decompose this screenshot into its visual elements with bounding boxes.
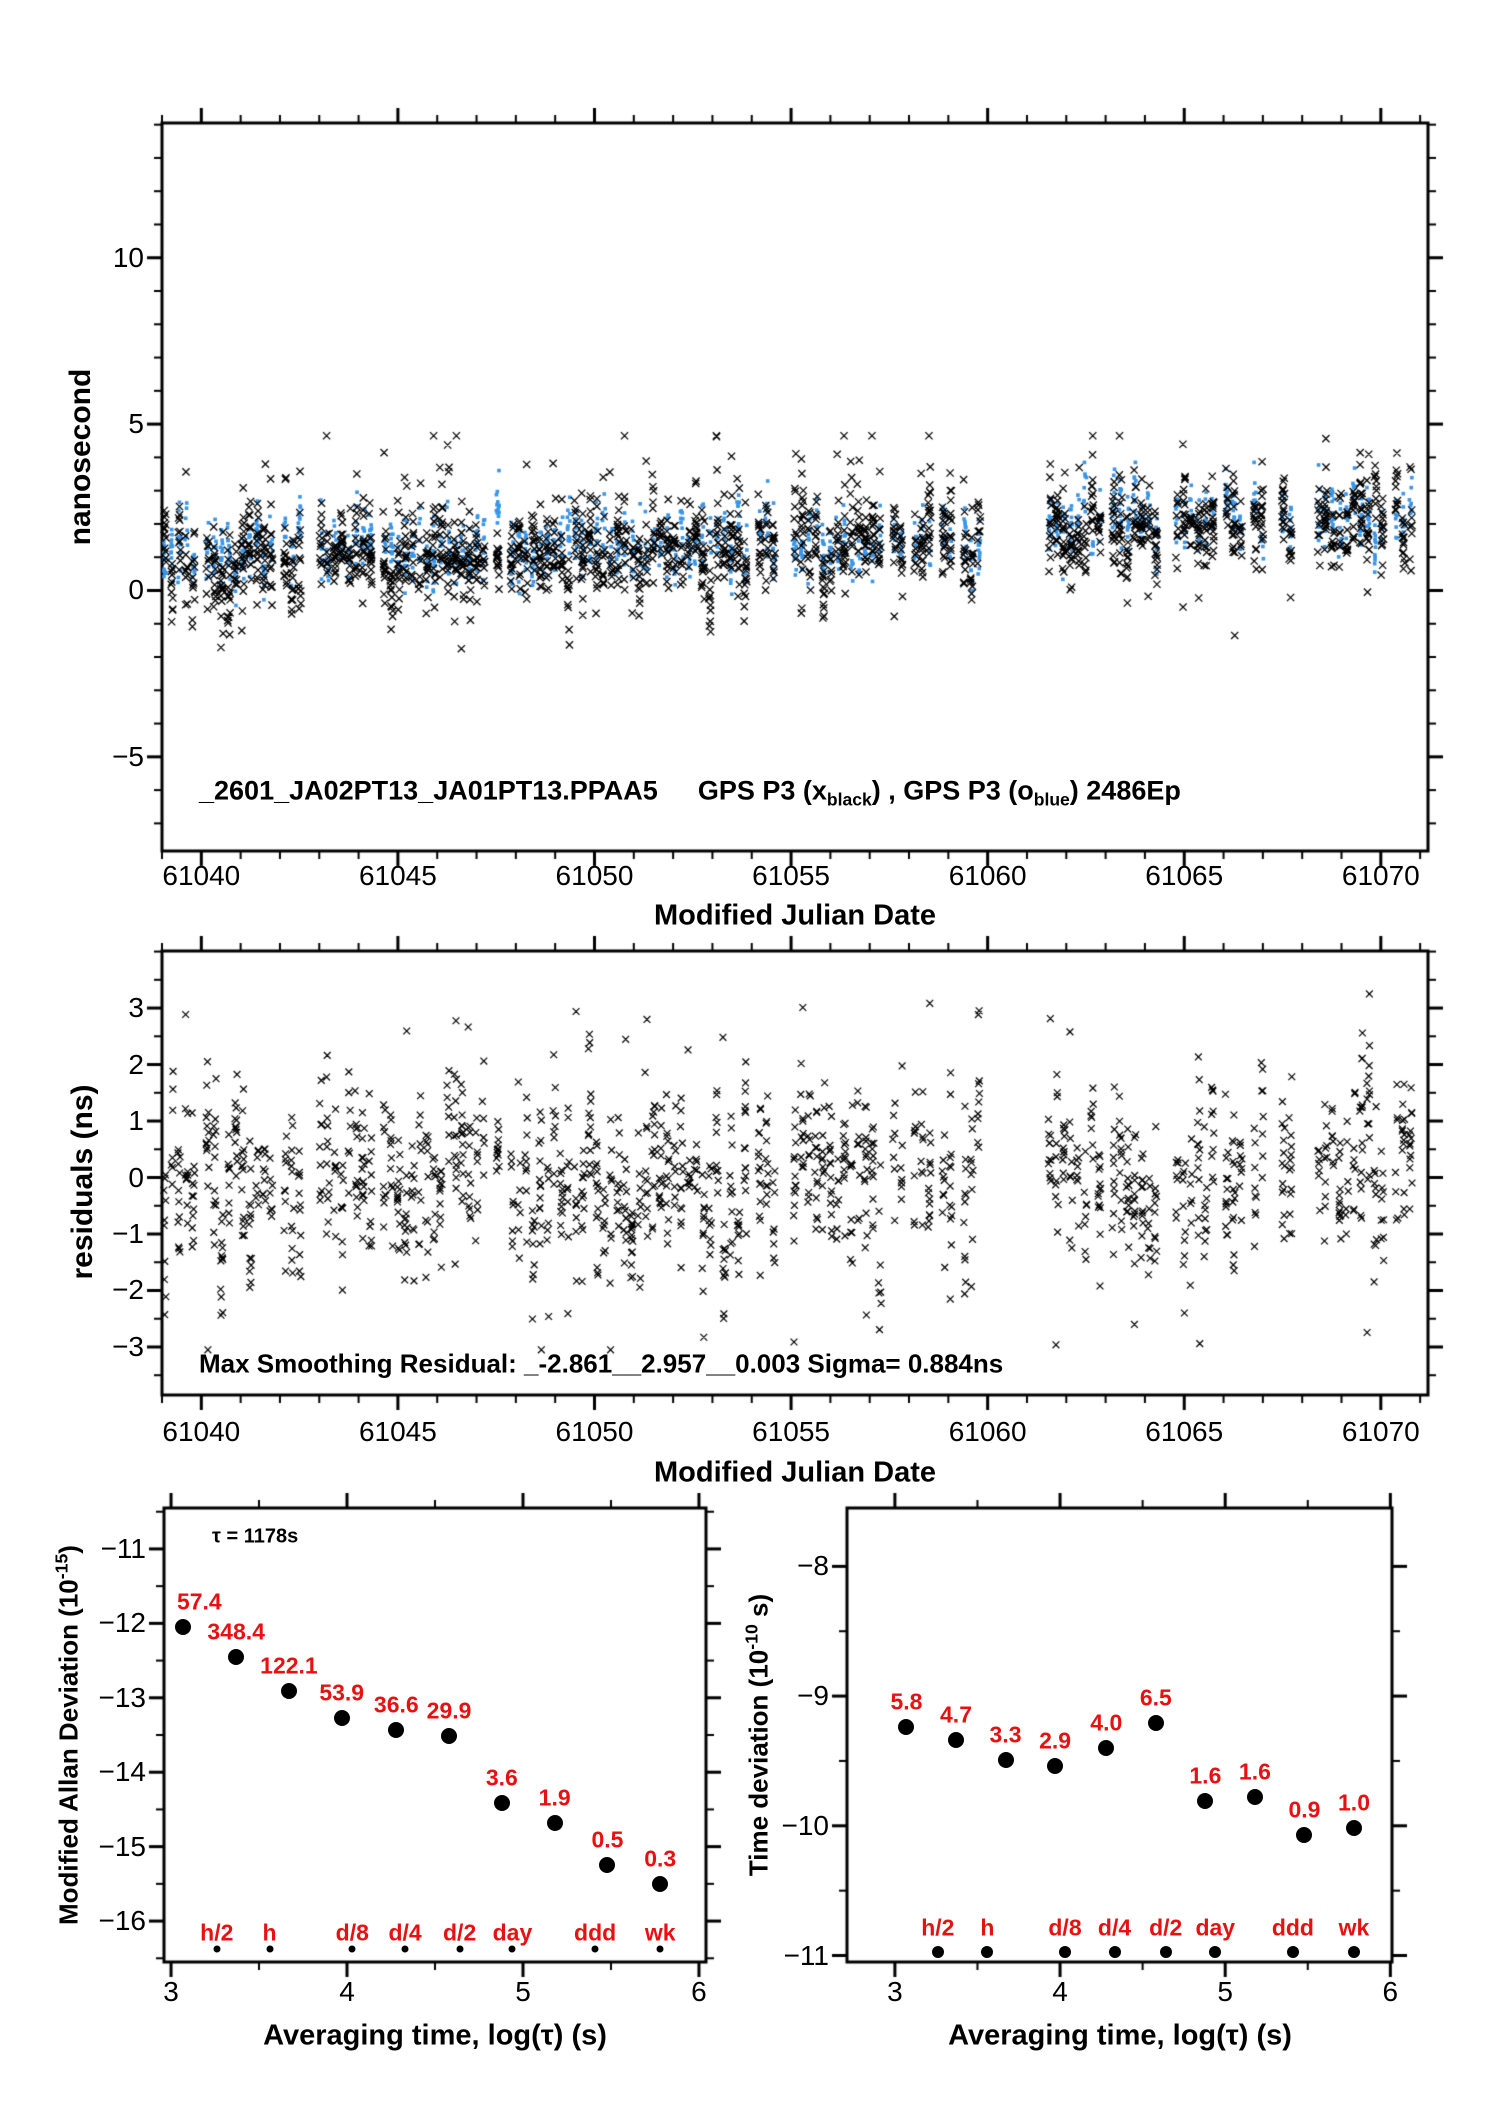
panel3-ref-marker — [213, 1946, 220, 1953]
panel3-ref-marker — [402, 1946, 409, 1953]
panel3-y-tick-label: −13 — [98, 1681, 146, 1713]
panel2-x-axis-label: Modified Julian Date — [654, 1456, 936, 1489]
panel1-y-tick-label: −5 — [112, 740, 144, 772]
panel3-data-point — [388, 1722, 404, 1738]
panel4-y-tick-label: −10 — [781, 1809, 829, 1841]
panel1-dataset-name: _2601_JA02PT13_JA01PT13.PPAA5 — [199, 775, 658, 806]
panel4-ref-marker — [1348, 1946, 1360, 1958]
panel4-point-value-label: 4.0 — [1090, 1709, 1123, 1736]
panel4-data-point — [1346, 1820, 1362, 1836]
panel4-ref-marker-label: d/8 — [1048, 1914, 1082, 1941]
panel3-x-axis-label: Averaging time, log(τ) (s) — [263, 2019, 607, 2052]
panel4-ylabel-exponent: -10 — [741, 1624, 762, 1650]
panel2-y-tick-label: 3 — [128, 992, 144, 1024]
panel4-data-point — [948, 1732, 964, 1748]
panel1-x-tick-label: 61040 — [162, 860, 241, 891]
panel1-legend-part2: ) , GPS P3 (o — [871, 775, 1034, 806]
panel4-data-point — [998, 1752, 1014, 1768]
panel3-tau-annotation: τ = 1178s — [212, 1525, 299, 1548]
panel3-x-tick-label: 5 — [515, 1976, 531, 2007]
panel3-ref-marker-label: h — [262, 1919, 277, 1946]
panel3-point-value-label: 36.6 — [373, 1691, 419, 1718]
panel3-y-tick-label: −16 — [98, 1905, 146, 1937]
panel3-ref-marker-label: d/4 — [388, 1919, 422, 1946]
panel3-ref-marker — [349, 1946, 356, 1953]
panel3-ref-marker-label: day — [492, 1919, 533, 1946]
panel4-data-point — [1047, 1758, 1063, 1774]
panel4-y-axis-label — [742, 1594, 775, 1876]
panel2-x-tick-label: 61050 — [555, 1416, 634, 1447]
panel2-y-tick-label: 1 — [128, 1105, 144, 1137]
panel4-x-tick-label: 5 — [1217, 1976, 1233, 2007]
panel1-x-tick-label: 61070 — [1341, 860, 1420, 891]
panel3-y-tick-label: −15 — [98, 1830, 146, 1862]
panel3-data-point — [494, 1795, 510, 1811]
panel3-ref-marker — [266, 1946, 273, 1953]
panel3-point-value-label: 0.5 — [591, 1826, 624, 1853]
panel3-data-point — [547, 1815, 563, 1831]
panel3-y-tick-label: −11 — [100, 1532, 146, 1564]
panel2-y-tick-label: −1 — [112, 1218, 144, 1249]
panel1-x-tick-label: 61060 — [948, 860, 1027, 891]
panel4-point-value-label: 3.3 — [989, 1721, 1022, 1748]
panel2-x-tick-label: 61045 — [358, 1416, 437, 1447]
panel3-ref-marker-label: d/8 — [335, 1919, 369, 1946]
panel4-ylabel-main: Time deviation (10 — [743, 1649, 774, 1877]
panel4-x-axis-label: Averaging time, log(τ) (s) — [948, 2019, 1292, 2052]
panel4-ylabel-end: s) — [743, 1593, 774, 1625]
panel3-ref-marker-label: d/2 — [443, 1919, 477, 1946]
panel2-smoothing-stats: Max Smoothing Residual: _-2.861__2.957__0.003 Sigma= 0.884ns — [199, 1348, 1004, 1379]
panel4-ref-marker — [1109, 1946, 1121, 1958]
panel4-data-point — [1197, 1793, 1213, 1809]
panel1-x-tick-label: 61065 — [1145, 860, 1224, 891]
panel1-y-tick-label: 0 — [128, 574, 144, 606]
panel4-ref-marker-label: ddd — [1271, 1914, 1314, 1941]
panel3-ref-marker-label: wk — [644, 1919, 676, 1946]
panel2-y-tick-label: −3 — [112, 1330, 144, 1362]
panel4-point-value-label: 5.8 — [890, 1688, 923, 1715]
panel2-y-axis-label: residuals (ns) — [66, 1084, 99, 1280]
panel2-x-tick-label: 61060 — [948, 1416, 1027, 1447]
panel3-y-tick-label: −12 — [98, 1607, 146, 1639]
panel4-ref-marker-label: h/2 — [921, 1914, 955, 1941]
panel4-point-value-label: 1.6 — [1238, 1758, 1271, 1785]
panel4-data-point — [1247, 1789, 1263, 1805]
panel4-y-tick-label: −9 — [797, 1680, 829, 1712]
panel1-title — [199, 775, 1181, 810]
panel3-x-tick-label: 3 — [163, 1976, 179, 2007]
panel1-x-tick-label: 61055 — [752, 860, 830, 891]
panel3-ylabel-end: ) — [53, 1545, 84, 1554]
panel4-x-tick-label: 4 — [1052, 1976, 1068, 2007]
panel3-point-value-label: 1.9 — [538, 1784, 571, 1811]
panel3-data-point — [228, 1649, 244, 1665]
panel4-x-tick-label: 6 — [1382, 1976, 1399, 2007]
panel3-x-tick-label: 6 — [691, 1976, 707, 2007]
panel4-ref-marker-label: d/4 — [1097, 1914, 1132, 1941]
panel2-x-tick-label: 61040 — [162, 1416, 241, 1447]
panel3-ref-marker — [592, 1946, 599, 1953]
panel3-point-value-label: 57.4 — [176, 1588, 222, 1615]
panel2-y-tick-label: −2 — [112, 1274, 144, 1306]
panel4-ref-marker-label: wk — [1338, 1914, 1370, 1941]
panel4-point-value-label: 0.9 — [1288, 1796, 1321, 1823]
panel4-data-point — [1148, 1715, 1164, 1731]
panel2-y-tick-label: 0 — [128, 1161, 144, 1193]
panel4-point-value-label: 2.9 — [1039, 1727, 1072, 1754]
panel4-data-point — [1296, 1827, 1312, 1843]
panel4-ref-marker-label: d/2 — [1149, 1914, 1183, 1941]
panel3-y-axis-label — [52, 1545, 85, 1925]
panel4-ref-marker-label: h — [980, 1914, 995, 1941]
panel4-ref-marker — [1059, 1946, 1071, 1958]
panel3-ref-marker — [657, 1946, 664, 1953]
panel4-ref-marker — [1209, 1946, 1221, 1958]
panel3-ref-marker — [456, 1946, 463, 1953]
panel3-data-point — [175, 1619, 191, 1635]
panel4-ref-marker — [932, 1946, 944, 1958]
panel4-y-tick-label: −11 — [783, 1939, 829, 1971]
panel3-ylabel-exponent: -15 — [51, 1553, 72, 1580]
panel3-data-point — [652, 1876, 668, 1892]
panel3-x-tick-label: 4 — [339, 1976, 355, 2007]
panel1-y-tick-label: 5 — [128, 408, 144, 440]
panel3-point-value-label: 122.1 — [260, 1652, 318, 1679]
panel3-point-value-label: 348.4 — [207, 1618, 265, 1645]
panel1-x-tick-label: 61050 — [555, 860, 634, 891]
panel1-legend-sub-black: black — [826, 789, 872, 810]
panel4-data-point — [1098, 1740, 1114, 1756]
panel4-point-value-label: 1.0 — [1338, 1789, 1370, 1816]
panel3-ref-marker-label: h/2 — [200, 1919, 234, 1946]
panel4-point-value-label: 6.5 — [1139, 1684, 1172, 1711]
panel3-point-value-label: 0.3 — [644, 1845, 677, 1872]
panel1-legend-part1: GPS P3 (x — [697, 775, 827, 806]
panel3-data-point — [599, 1857, 615, 1873]
panel1-y-axis-label: nanosecond — [64, 368, 97, 546]
panel4-y-tick-label: −8 — [797, 1550, 829, 1582]
panel1-x-axis-label: Modified Julian Date — [654, 899, 936, 932]
panel3-data-point — [334, 1710, 350, 1726]
panel3-point-value-label: 29.9 — [426, 1697, 472, 1724]
panel4-ref-marker-label: day — [1195, 1914, 1236, 1941]
panel3-ref-marker — [509, 1946, 516, 1953]
panel1-x-tick-label: 61045 — [358, 860, 437, 891]
panel4-data-point — [898, 1719, 914, 1735]
panel1-y-tick-label: 10 — [112, 241, 144, 273]
panel2-x-tick-label: 61065 — [1145, 1416, 1224, 1447]
panel4-ref-marker — [981, 1946, 993, 1958]
panel1-legend-sub-blue: blue — [1033, 789, 1070, 810]
panel3-data-point — [281, 1683, 297, 1699]
panel4-point-value-label: 1.6 — [1189, 1762, 1222, 1789]
panel2-x-tick-label: 61070 — [1341, 1416, 1420, 1447]
panel1-legend-part3: ) 2486Ep — [1069, 775, 1181, 806]
panel3-point-value-label: 3.6 — [485, 1764, 518, 1791]
panel4-x-tick-label: 3 — [887, 1976, 903, 2007]
panel3-ylabel-main: Modified Allan Deviation (10 — [53, 1579, 84, 1925]
panel3-ref-marker-label: ddd — [574, 1919, 617, 1946]
panel2-x-tick-label: 61055 — [752, 1416, 830, 1447]
panel4-ref-marker — [1160, 1946, 1172, 1958]
panel2-y-tick-label: 2 — [128, 1048, 144, 1080]
panel4-point-value-label: 4.7 — [940, 1701, 972, 1728]
panel3-point-value-label: 53.9 — [319, 1679, 365, 1706]
panel4-ref-marker — [1287, 1946, 1299, 1958]
panel3-y-tick-label: −14 — [98, 1756, 146, 1788]
panel3-data-point — [441, 1728, 457, 1744]
